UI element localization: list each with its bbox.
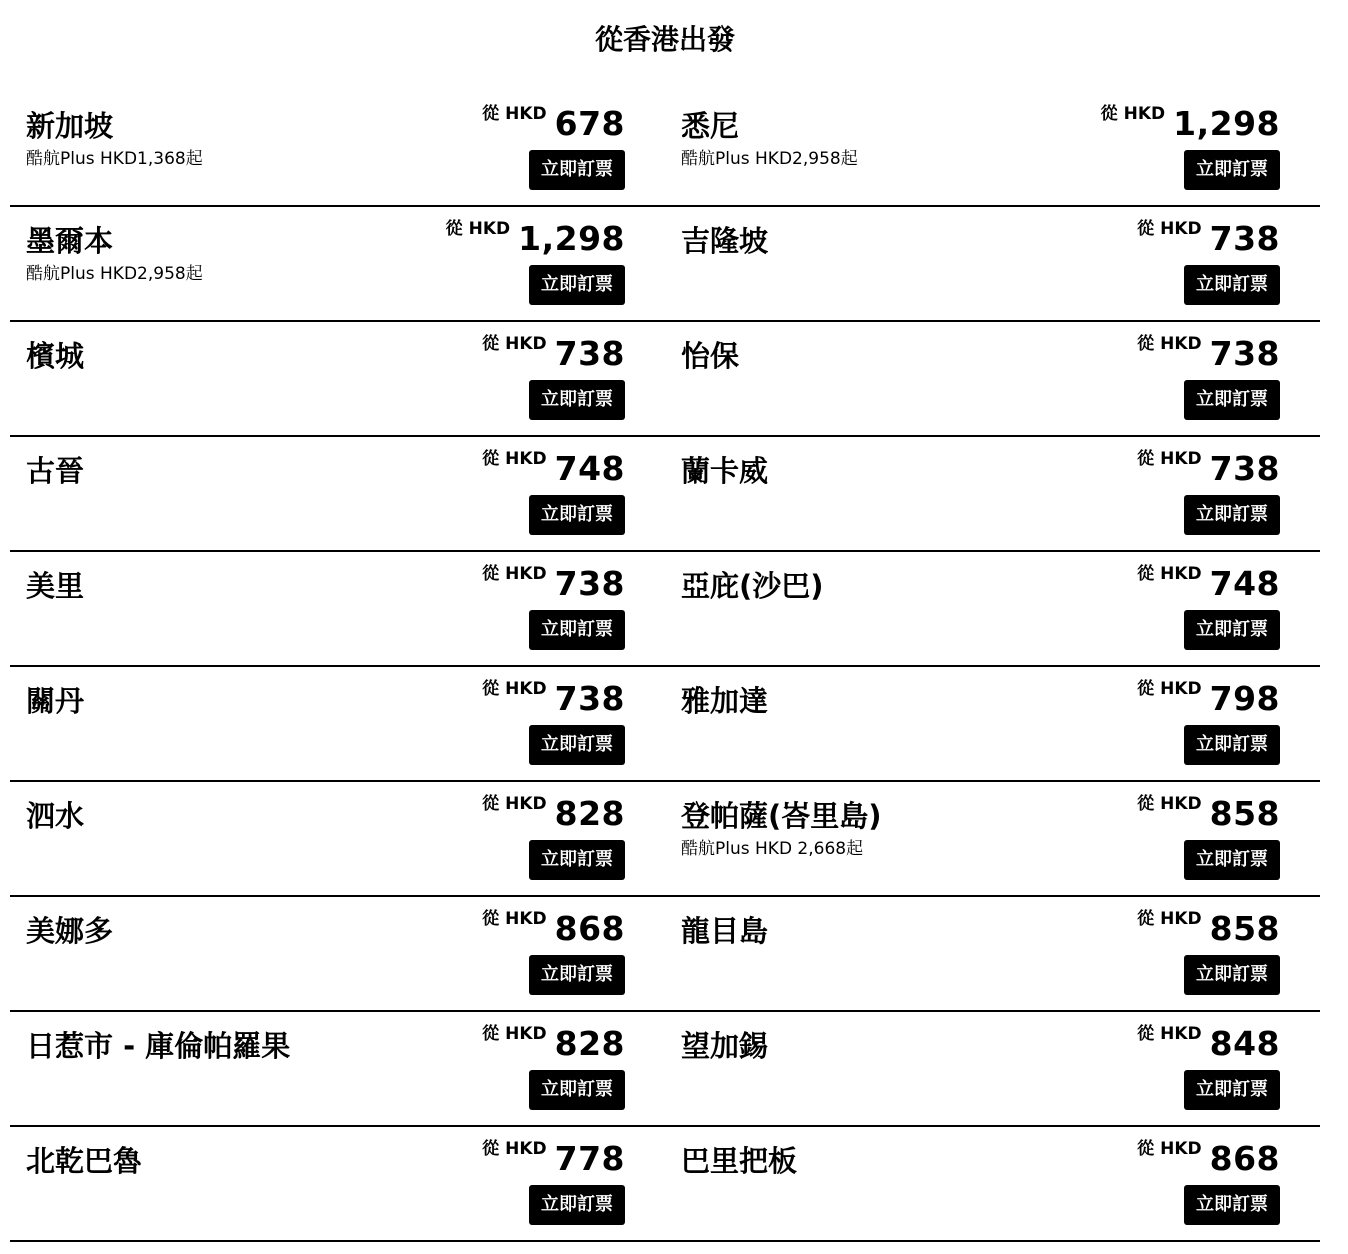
fare-from-label: 從 HKD [1137, 794, 1202, 814]
book-now-button[interactable]: 立即訂票 [1184, 1070, 1280, 1110]
destination-row [10, 552, 1320, 667]
fare-price [1137, 334, 1280, 380]
plus-fare-note: 酷航Plus HKD2,958起 [681, 149, 858, 169]
fare-amount: 848 [1209, 1024, 1280, 1063]
book-now-button[interactable]: 立即訂票 [1184, 150, 1280, 190]
fare-amount: 1,298 [1173, 104, 1280, 143]
book-now-button[interactable]: 立即訂票 [529, 725, 625, 765]
book-now-button[interactable]: 立即訂票 [529, 1070, 625, 1110]
book-now-button[interactable]: 立即訂票 [529, 1185, 625, 1225]
destination-name: 泗水 [26, 799, 85, 833]
book-now-button[interactable]: 立即訂票 [1184, 725, 1280, 765]
fare-from-label: 從 HKD [445, 219, 511, 239]
fare-from-label: 從 HKD [1137, 1139, 1202, 1159]
destination-card [10, 437, 665, 550]
destination-row [10, 667, 1320, 782]
fare-from-label: 從 HKD [1137, 679, 1202, 699]
destination-row [10, 437, 1320, 552]
book-now-button[interactable]: 立即訂票 [529, 955, 625, 995]
plus-fare-note: 酷航Plus HKD1,368起 [26, 149, 203, 169]
book-now-button[interactable]: 立即訂票 [529, 495, 625, 535]
fare-price [446, 219, 625, 265]
fare-amount: 738 [554, 564, 625, 603]
destination-name: 新加坡 [26, 109, 114, 143]
fare-amount: 868 [554, 909, 625, 948]
destination-card [665, 1012, 1320, 1125]
fare-amount: 778 [554, 1139, 625, 1178]
fare-from-label: 從 HKD [482, 449, 547, 469]
destination-card [10, 207, 665, 320]
fare-price [482, 334, 625, 380]
fare-price [1137, 1024, 1280, 1070]
fare-from-label: 從 HKD [482, 794, 547, 814]
fare-amount: 798 [1209, 679, 1280, 718]
fare-from-label: 從 HKD [1137, 449, 1202, 469]
fare-price [482, 1139, 625, 1185]
fare-from-label: 從 HKD [1137, 909, 1202, 929]
fare-price [482, 104, 625, 150]
page-title: 從香港出發 [594, 23, 735, 56]
fare-price [1101, 104, 1280, 150]
fare-from-label: 從 HKD [482, 1139, 547, 1159]
fare-amount: 858 [1209, 909, 1280, 948]
book-now-button[interactable]: 立即訂票 [529, 150, 625, 190]
destination-row [10, 897, 1320, 1012]
destination-card [10, 1012, 665, 1125]
book-now-button[interactable]: 立即訂票 [529, 610, 625, 650]
destination-name: 望加錫 [681, 1029, 769, 1063]
book-now-button[interactable]: 立即訂票 [1184, 955, 1280, 995]
destination-name: 墨爾本 [26, 224, 114, 258]
fare-amount: 858 [1209, 794, 1280, 833]
fare-from-label: 從 HKD [482, 679, 547, 699]
destination-name: 美娜多 [26, 914, 114, 948]
fare-price [1137, 909, 1280, 955]
destination-row [10, 782, 1320, 897]
fare-amount: 828 [554, 1024, 625, 1063]
fare-from-label: 從 HKD [482, 1024, 547, 1044]
fare-from-label: 從 HKD [1137, 1024, 1202, 1044]
book-now-button[interactable]: 立即訂票 [1184, 265, 1280, 305]
fare-amount: 828 [554, 794, 625, 833]
book-now-button[interactable]: 立即訂票 [529, 265, 625, 305]
destination-row [10, 322, 1320, 437]
book-now-button[interactable]: 立即訂票 [529, 840, 625, 880]
fare-price [482, 909, 625, 955]
destination-card [665, 667, 1320, 780]
fare-price [482, 449, 625, 495]
book-now-button[interactable]: 立即訂票 [1184, 840, 1280, 880]
destination-card [10, 322, 665, 435]
book-now-button[interactable]: 立即訂票 [1184, 1185, 1280, 1225]
destination-name: 龍目島 [681, 914, 769, 948]
fare-from-label: 從 HKD [1137, 219, 1202, 239]
fare-price [1137, 449, 1280, 495]
book-now-button[interactable]: 立即訂票 [1184, 495, 1280, 535]
book-now-button[interactable]: 立即訂票 [529, 380, 625, 420]
destination-name: 蘭卡威 [681, 454, 769, 488]
fare-price [482, 679, 625, 725]
fare-from-label: 從 HKD [482, 104, 547, 124]
plus-fare-note: 酷航Plus HKD 2,668起 [681, 839, 864, 859]
fare-amount: 748 [1209, 564, 1280, 603]
destination-card [665, 92, 1320, 205]
destination-name: 關丹 [26, 684, 85, 718]
destination-name: 登帕薩(峇里島) [681, 799, 882, 833]
fare-price [1137, 219, 1280, 265]
destination-name: 吉隆坡 [681, 224, 769, 258]
book-now-button[interactable]: 立即訂票 [1184, 610, 1280, 650]
fare-price [482, 564, 625, 610]
destination-row [10, 1127, 1320, 1242]
destination-card [10, 1127, 665, 1240]
destination-name: 雅加達 [681, 684, 769, 718]
destination-name: 古晉 [26, 454, 85, 488]
destination-row [10, 92, 1320, 207]
destination-name: 怡保 [681, 339, 740, 373]
destination-card [10, 897, 665, 1010]
destination-name: 北乾巴魯 [26, 1144, 143, 1178]
destination-grid [10, 92, 1320, 1242]
destination-card [665, 207, 1320, 320]
destination-card [665, 322, 1320, 435]
fare-amount: 738 [554, 679, 625, 718]
destination-card [665, 437, 1320, 550]
destination-name: 亞庇(沙巴) [681, 569, 824, 603]
fare-amount: 738 [554, 334, 625, 373]
destination-row [10, 1012, 1320, 1127]
fare-from-label: 從 HKD [482, 564, 547, 584]
fare-from-label: 從 HKD [482, 334, 547, 354]
fare-price [1137, 564, 1280, 610]
fare-amount: 868 [1209, 1139, 1280, 1178]
destination-card [665, 552, 1320, 665]
fare-amount: 1,298 [518, 219, 625, 258]
destination-name: 日惹市 - 庫倫帕羅果 [26, 1029, 291, 1063]
fare-price [1137, 794, 1280, 840]
fare-amount: 738 [1209, 449, 1280, 488]
fare-price [482, 794, 625, 840]
destination-name: 悉尼 [681, 109, 740, 143]
destination-name: 檳城 [26, 339, 85, 373]
fare-amount: 738 [1209, 334, 1280, 373]
fare-from-label: 從 HKD [1137, 334, 1202, 354]
destination-card [665, 782, 1320, 895]
destination-name: 巴里把板 [681, 1144, 798, 1178]
fare-price [1137, 1139, 1280, 1185]
book-now-button[interactable]: 立即訂票 [1184, 380, 1280, 420]
destination-card [665, 897, 1320, 1010]
plus-fare-note: 酷航Plus HKD2,958起 [26, 264, 203, 284]
destination-card [10, 92, 665, 205]
destination-card [10, 667, 665, 780]
fare-price [1137, 679, 1280, 725]
destination-row [10, 207, 1320, 322]
fare-amount: 738 [1209, 219, 1280, 258]
fare-from-label: 從 HKD [482, 909, 547, 929]
fare-amount: 748 [554, 449, 625, 488]
destination-card [10, 552, 665, 665]
destination-card [665, 1127, 1320, 1240]
destination-name: 美里 [26, 569, 85, 603]
fare-price [482, 1024, 625, 1070]
fare-amount: 678 [554, 104, 625, 143]
fare-from-label: 從 HKD [1137, 564, 1202, 584]
destination-card [10, 782, 665, 895]
fare-from-label: 從 HKD [1100, 104, 1166, 124]
